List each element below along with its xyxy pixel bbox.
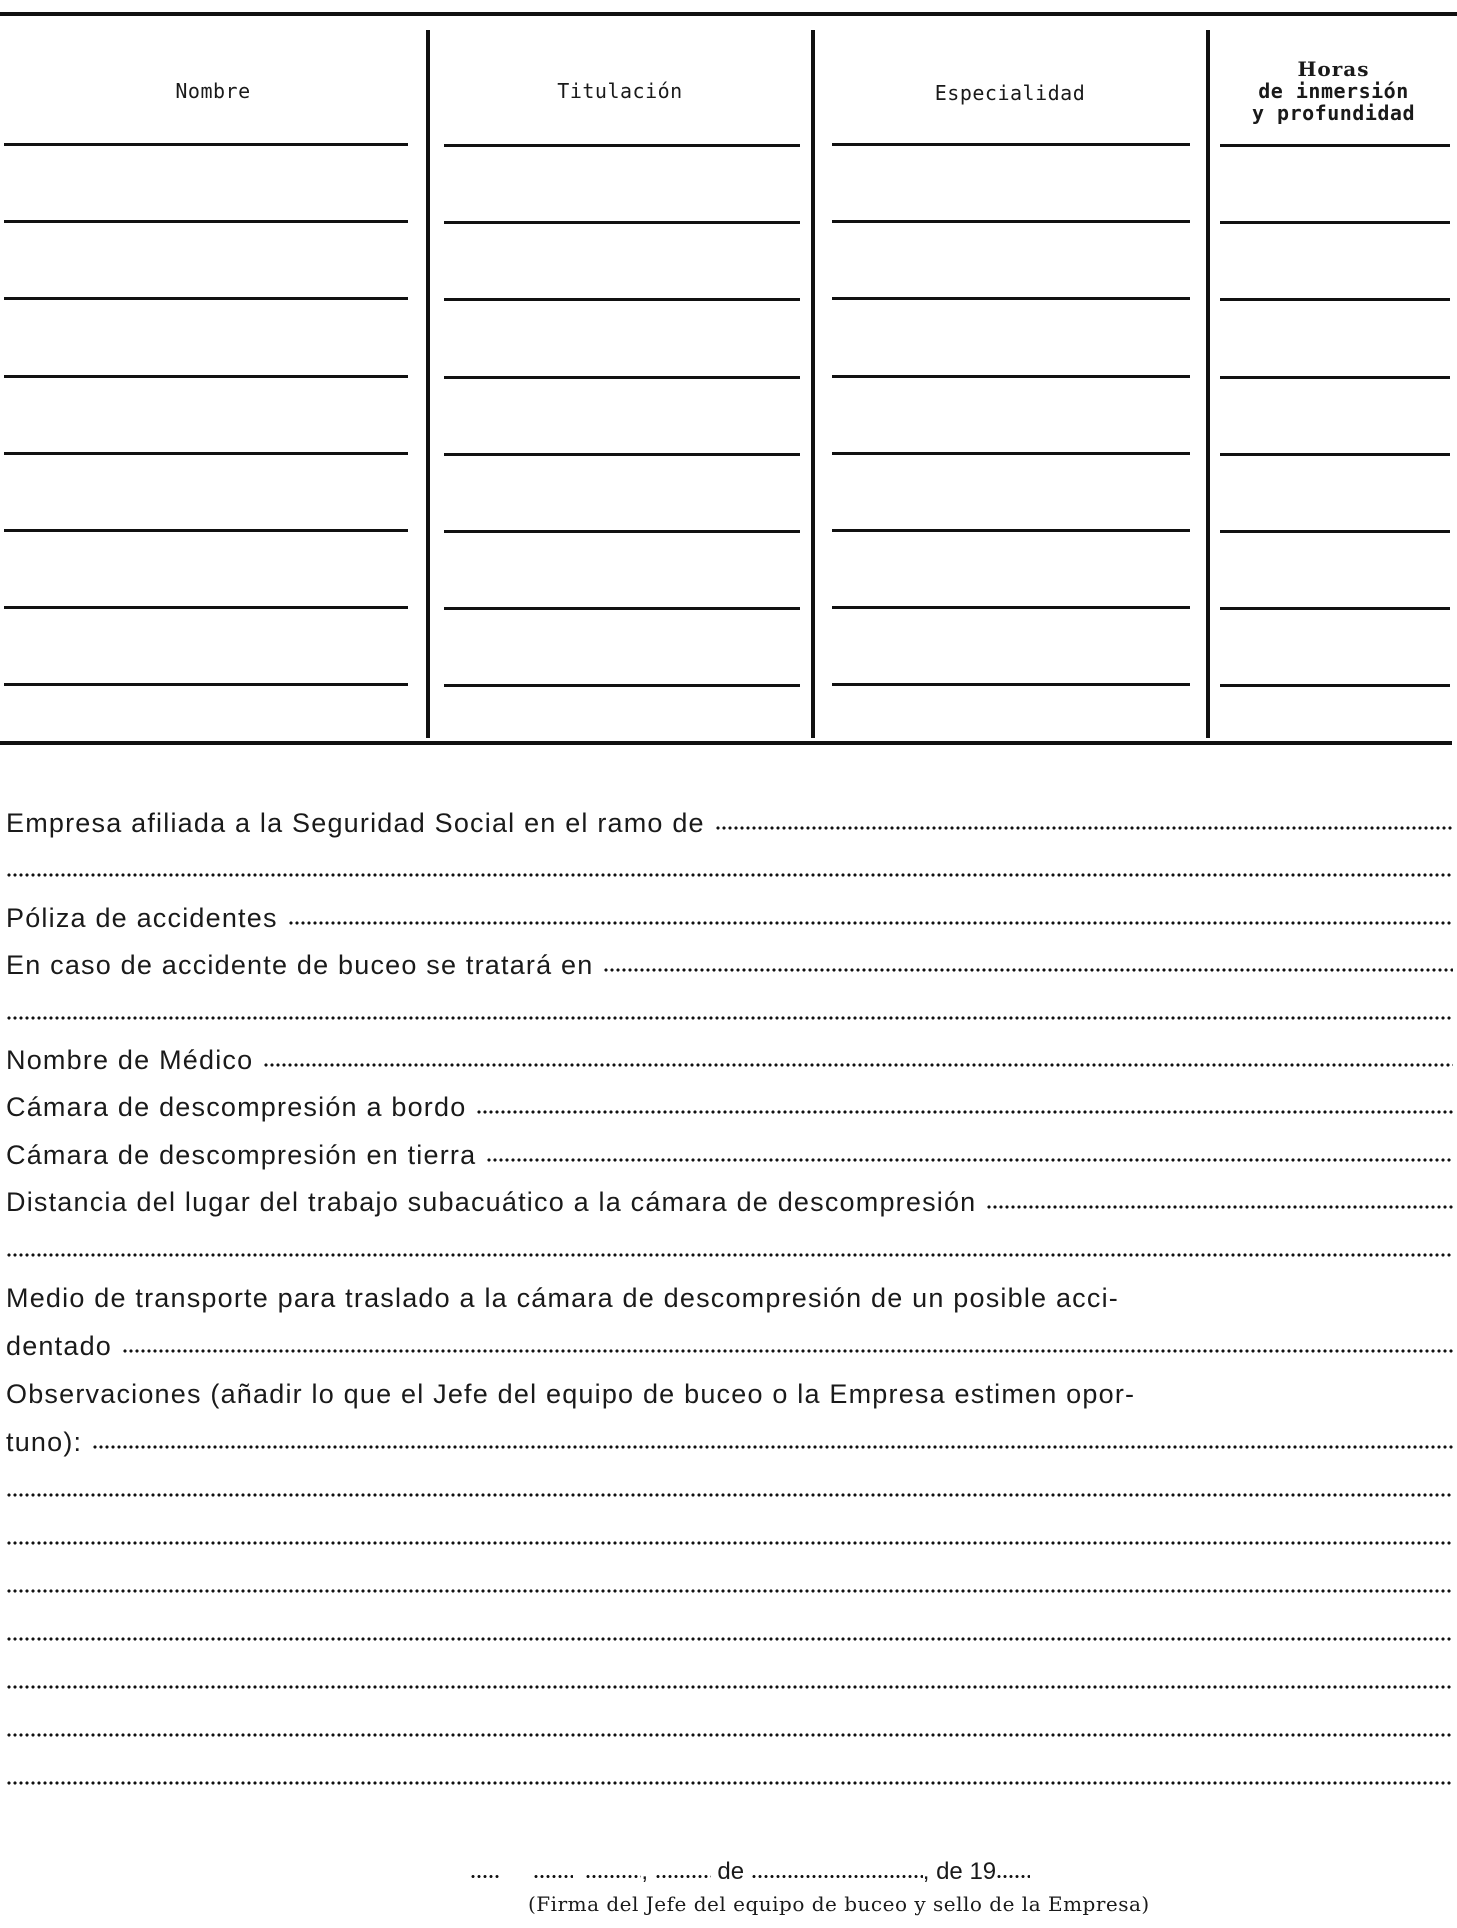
- table-cell-line[interactable]: [4, 452, 408, 455]
- form-field-row[interactable]: [6, 850, 1453, 886]
- signature-date-line[interactable]: , de , de 19: [470, 1858, 1030, 1886]
- field-label: tuno):: [6, 1427, 83, 1457]
- form-field-row[interactable]: [6, 1614, 1453, 1650]
- field-fill-dots[interactable]: [6, 1252, 1453, 1258]
- field-fill-dots[interactable]: [6, 1780, 1453, 1786]
- table-cell-line[interactable]: [1220, 376, 1450, 379]
- table-cell-line[interactable]: [444, 607, 800, 610]
- table-cell-line[interactable]: [832, 683, 1190, 686]
- field-fill-dots[interactable]: [6, 1684, 1453, 1690]
- table-cell-line[interactable]: [832, 297, 1190, 300]
- form-field-row[interactable]: [6, 1374, 1453, 1410]
- table-cell-line[interactable]: [4, 683, 408, 686]
- field-label: Cámara de descompresión en tierra: [6, 1140, 477, 1170]
- table-cell-line[interactable]: [832, 375, 1190, 378]
- form-field-row[interactable]: [6, 1326, 1453, 1362]
- form-field-row[interactable]: [6, 1278, 1453, 1314]
- field-label: Empresa afiliada a la Seguridad Social en el ramo de: [6, 808, 705, 838]
- column-divider-2: [811, 30, 815, 738]
- field-fill-dots[interactable]: [715, 825, 1453, 831]
- table-cell-line[interactable]: [4, 297, 408, 300]
- table-cell-line[interactable]: [444, 298, 800, 301]
- form-field-row[interactable]: [6, 1135, 1453, 1171]
- form-field-row[interactable]: [6, 945, 1453, 981]
- field-fill-dots[interactable]: [476, 1109, 1453, 1115]
- table-cell-line[interactable]: [1220, 453, 1450, 456]
- field-fill-dots[interactable]: [6, 1492, 1453, 1498]
- field-label: Póliza de accidentes: [6, 903, 278, 933]
- signature-year-label: de 19: [936, 1858, 997, 1885]
- table-cell-line: [832, 143, 1190, 146]
- field-label: Distancia del lugar del trabajo subacuático a la cámara de descompresión: [6, 1187, 977, 1217]
- table-cell-line[interactable]: [4, 529, 408, 532]
- form-field-row[interactable]: [6, 1470, 1453, 1506]
- form-field-row[interactable]: [6, 1230, 1453, 1266]
- table-cell-line[interactable]: [444, 453, 800, 456]
- column-header-horas-line2: de inmersión: [1258, 79, 1409, 103]
- table-cell-line[interactable]: [444, 684, 800, 687]
- column-header-horas-line1: Horas: [1297, 57, 1370, 81]
- column-header-titulacion: Titulación: [557, 79, 683, 103]
- field-fill-dots[interactable]: [92, 1444, 1453, 1450]
- field-fill-dots[interactable]: [6, 1636, 1453, 1642]
- table-cell-line: [1220, 144, 1450, 147]
- field-fill-dots[interactable]: [486, 1157, 1453, 1163]
- form-field-row[interactable]: [6, 1566, 1453, 1602]
- signature-caption: (Firma del Jefe del equipo de buceo y sello de la Empresa): [528, 1892, 1150, 1916]
- form-field-row[interactable]: [6, 1710, 1453, 1746]
- column-header-horas-line3: y profundidad: [1251, 101, 1416, 125]
- column-divider-3: [1206, 30, 1210, 738]
- column-header-nombre: Nombre: [175, 79, 251, 103]
- field-fill-dots[interactable]: [6, 1540, 1453, 1546]
- table-cell-line[interactable]: [1220, 684, 1450, 687]
- table-cell-line[interactable]: [1220, 607, 1450, 610]
- table-cell-line[interactable]: [4, 606, 408, 609]
- field-fill-dots[interactable]: [6, 1588, 1453, 1594]
- table-cell-line[interactable]: [1220, 221, 1450, 224]
- column-header-horas: [1210, 58, 1457, 124]
- table-top-rule: [0, 12, 1457, 16]
- table-cell-line[interactable]: [832, 606, 1190, 609]
- form-field-row[interactable]: [6, 898, 1453, 934]
- table-cell-line: [4, 143, 408, 146]
- form-field-row[interactable]: [6, 1758, 1453, 1794]
- field-label: Nombre de Médico: [6, 1045, 254, 1075]
- field-fill-dots[interactable]: [122, 1348, 1453, 1354]
- form-field-row[interactable]: [6, 1040, 1453, 1076]
- form-field-row[interactable]: [6, 1087, 1453, 1123]
- field-label: Medio de transporte para traslado a la cámara de descompresión de un posible acci-: [6, 1283, 1119, 1313]
- field-fill-dots[interactable]: [263, 1062, 1453, 1068]
- field-label: Observaciones (añadir lo que el Jefe del equipo de buceo o la Empresa estimen opor-: [6, 1379, 1136, 1409]
- field-fill-dots[interactable]: [6, 872, 1453, 878]
- field-fill-dots[interactable]: [986, 1204, 1453, 1210]
- field-label: dentado: [6, 1331, 112, 1361]
- table-cell-line[interactable]: [4, 220, 408, 223]
- form-field-row[interactable]: [6, 1662, 1453, 1698]
- form-field-row[interactable]: [6, 1422, 1453, 1458]
- form-field-row[interactable]: [6, 1182, 1453, 1218]
- form-field-row[interactable]: [6, 1518, 1453, 1554]
- table-cell-line[interactable]: [832, 452, 1190, 455]
- table-cell-line[interactable]: [444, 376, 800, 379]
- field-fill-dots[interactable]: [288, 920, 1453, 926]
- field-label: Cámara de descompresión a bordo: [6, 1092, 467, 1122]
- field-fill-dots[interactable]: [6, 1732, 1453, 1738]
- field-fill-dots[interactable]: [6, 1015, 1453, 1021]
- form-field-row[interactable]: [6, 993, 1453, 1029]
- form-field-row[interactable]: [6, 803, 1453, 839]
- table-cell-line: [444, 144, 800, 147]
- column-header-especialidad: Especialidad: [934, 81, 1086, 105]
- table-cell-line[interactable]: [1220, 530, 1450, 533]
- field-fill-dots[interactable]: [603, 967, 1453, 973]
- table-cell-line[interactable]: [444, 530, 800, 533]
- table-cell-line[interactable]: [4, 375, 408, 378]
- table-bottom-rule: [0, 741, 1452, 745]
- table-cell-line[interactable]: [832, 529, 1190, 532]
- table-cell-line[interactable]: [444, 221, 800, 224]
- table-cell-line[interactable]: [1220, 298, 1450, 301]
- table-cell-line[interactable]: [832, 220, 1190, 223]
- column-divider-1: [426, 30, 430, 738]
- signature-de-label-1: de: [717, 1858, 745, 1885]
- field-label: En caso de accidente de buceo se tratará en: [6, 950, 594, 980]
